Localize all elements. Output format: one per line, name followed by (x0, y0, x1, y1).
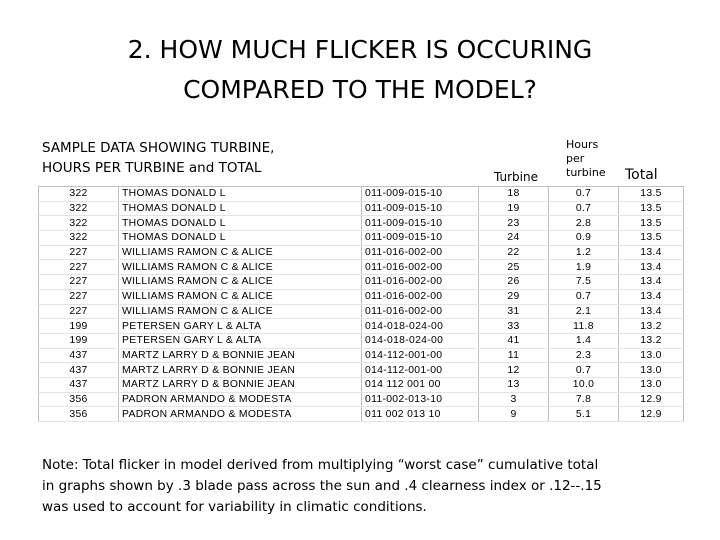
owner-name-cell: WILLIAMS RAMON C & ALICE (119, 289, 362, 304)
table-row (39, 333, 684, 348)
turbine-number-cell: 9 (479, 407, 549, 422)
header-hours-per-turbine (566, 138, 626, 180)
table-row (39, 216, 684, 231)
header-hours-line-2: per (566, 152, 585, 165)
parcel-number-cell: 011-016-002-00 (362, 304, 479, 319)
owner-id-cell: 322 (39, 231, 119, 246)
header-turbine: Turbine (494, 170, 538, 184)
hours-cell: 0.7 (549, 187, 619, 202)
flicker-data-table (38, 186, 684, 422)
total-cell: 13.5 (619, 231, 684, 246)
hours-cell: 1.2 (549, 245, 619, 260)
parcel-number-cell: 014 112 001 00 (362, 377, 479, 392)
owner-id-cell: 437 (39, 348, 119, 363)
parcel-number-cell: 011-009-015-10 (362, 187, 479, 202)
turbine-number-cell: 13 (479, 377, 549, 392)
hours-cell: 2.8 (549, 216, 619, 231)
owner-id-cell: 199 (39, 333, 119, 348)
table-row (39, 363, 684, 378)
owner-name-cell: WILLIAMS RAMON C & ALICE (119, 245, 362, 260)
owner-id-cell: 227 (39, 275, 119, 290)
turbine-number-cell: 11 (479, 348, 549, 363)
hours-cell: 11.8 (549, 319, 619, 334)
turbine-number-cell: 3 (479, 392, 549, 407)
hours-cell: 5.1 (549, 407, 619, 422)
parcel-number-cell: 011-009-015-10 (362, 216, 479, 231)
table-row (39, 304, 684, 319)
table-caption (42, 138, 342, 178)
turbine-number-cell: 18 (479, 187, 549, 202)
owner-name-cell: WILLIAMS RAMON C & ALICE (119, 260, 362, 275)
owner-id-cell: 437 (39, 377, 119, 392)
owner-name-cell: THOMAS DONALD L (119, 231, 362, 246)
turbine-number-cell: 24 (479, 231, 549, 246)
owner-name-cell: WILLIAMS RAMON C & ALICE (119, 304, 362, 319)
total-cell: 13.5 (619, 201, 684, 216)
title-line-1: 2. HOW MUCH FLICKER IS OCCURING (127, 35, 593, 64)
owner-id-cell: 322 (39, 216, 119, 231)
total-cell: 12.9 (619, 392, 684, 407)
table-row (39, 275, 684, 290)
owner-id-cell: 199 (39, 319, 119, 334)
owner-id-cell: 227 (39, 289, 119, 304)
header-hours-line-1: Hours (566, 138, 599, 151)
parcel-number-cell: 014-018-024-00 (362, 319, 479, 334)
parcel-number-cell: 014-112-001-00 (362, 348, 479, 363)
table-row (39, 260, 684, 275)
title-line-2: COMPARED TO THE MODEL? (183, 75, 537, 104)
table-row (39, 231, 684, 246)
header-hours-line-3: turbine (566, 166, 606, 179)
parcel-number-cell: 011-016-002-00 (362, 260, 479, 275)
hours-cell: 1.4 (549, 333, 619, 348)
total-cell: 13.4 (619, 275, 684, 290)
total-cell: 13.4 (619, 289, 684, 304)
table-row (39, 319, 684, 334)
owner-name-cell: PETERSEN GARY L & ALTA (119, 333, 362, 348)
table-row (39, 289, 684, 304)
hours-cell: 2.3 (549, 348, 619, 363)
owner-name-cell: PADRON ARMANDO & MODESTA (119, 407, 362, 422)
owner-name-cell: THOMAS DONALD L (119, 201, 362, 216)
note-line-2: in graphs shown by .3 blade pass across the sun and .4 clearness index or .12--.15 (42, 478, 602, 494)
parcel-number-cell: 011-002-013-10 (362, 392, 479, 407)
total-cell: 13.4 (619, 260, 684, 275)
table-row (39, 407, 684, 422)
caption-line-1: SAMPLE DATA SHOWING TURBINE, (42, 140, 275, 156)
turbine-number-cell: 29 (479, 289, 549, 304)
hours-cell: 0.7 (549, 289, 619, 304)
total-cell: 13.0 (619, 348, 684, 363)
turbine-number-cell: 41 (479, 333, 549, 348)
table-row (39, 377, 684, 392)
hours-cell: 1.9 (549, 260, 619, 275)
owner-id-cell: 227 (39, 260, 119, 275)
parcel-number-cell: 011 002 013 10 (362, 407, 479, 422)
hours-cell: 7.8 (549, 392, 619, 407)
slide-title (0, 30, 720, 110)
turbine-number-cell: 31 (479, 304, 549, 319)
owner-name-cell: WILLIAMS RAMON C & ALICE (119, 275, 362, 290)
turbine-number-cell: 23 (479, 216, 549, 231)
total-cell: 13.4 (619, 304, 684, 319)
owner-name-cell: MARTZ LARRY D & BONNIE JEAN (119, 377, 362, 392)
owner-id-cell: 322 (39, 201, 119, 216)
parcel-number-cell: 014-112-001-00 (362, 363, 479, 378)
header-total: Total (625, 167, 658, 183)
table-row (39, 201, 684, 216)
turbine-number-cell: 26 (479, 275, 549, 290)
owner-id-cell: 356 (39, 392, 119, 407)
turbine-number-cell: 19 (479, 201, 549, 216)
hours-cell: 7.5 (549, 275, 619, 290)
note-line-3: was used to account for variability in climatic conditions. (42, 499, 427, 515)
parcel-number-cell: 011-016-002-00 (362, 289, 479, 304)
total-cell: 13.5 (619, 187, 684, 202)
model-note (42, 455, 682, 518)
owner-name-cell: PADRON ARMANDO & MODESTA (119, 392, 362, 407)
hours-cell: 0.7 (549, 363, 619, 378)
total-cell: 13.2 (619, 319, 684, 334)
owner-id-cell: 356 (39, 407, 119, 422)
owner-name-cell: THOMAS DONALD L (119, 216, 362, 231)
owner-name-cell: PETERSEN GARY L & ALTA (119, 319, 362, 334)
owner-id-cell: 227 (39, 245, 119, 260)
total-cell: 13.0 (619, 363, 684, 378)
owner-id-cell: 437 (39, 363, 119, 378)
owner-name-cell: THOMAS DONALD L (119, 187, 362, 202)
parcel-number-cell: 014-018-024-00 (362, 333, 479, 348)
owner-id-cell: 322 (39, 187, 119, 202)
table-row (39, 348, 684, 363)
turbine-number-cell: 33 (479, 319, 549, 334)
turbine-number-cell: 22 (479, 245, 549, 260)
hours-cell: 10.0 (549, 377, 619, 392)
parcel-number-cell: 011-009-015-10 (362, 201, 479, 216)
note-line-1: Note: Total flicker in model derived from multiplying “worst case” cumulative total (42, 457, 599, 473)
hours-cell: 0.7 (549, 201, 619, 216)
total-cell: 13.2 (619, 333, 684, 348)
caption-line-2: HOURS PER TURBINE and TOTAL (42, 160, 262, 176)
parcel-number-cell: 011-016-002-00 (362, 245, 479, 260)
total-cell: 12.9 (619, 407, 684, 422)
total-cell: 13.5 (619, 216, 684, 231)
hours-cell: 0.9 (549, 231, 619, 246)
table-row (39, 392, 684, 407)
total-cell: 13.0 (619, 377, 684, 392)
table-row (39, 245, 684, 260)
parcel-number-cell: 011-016-002-00 (362, 275, 479, 290)
turbine-number-cell: 12 (479, 363, 549, 378)
owner-name-cell: MARTZ LARRY D & BONNIE JEAN (119, 348, 362, 363)
table-row (39, 187, 684, 202)
owner-id-cell: 227 (39, 304, 119, 319)
turbine-number-cell: 25 (479, 260, 549, 275)
parcel-number-cell: 011-009-015-10 (362, 231, 479, 246)
total-cell: 13.4 (619, 245, 684, 260)
owner-name-cell: MARTZ LARRY D & BONNIE JEAN (119, 363, 362, 378)
hours-cell: 2.1 (549, 304, 619, 319)
